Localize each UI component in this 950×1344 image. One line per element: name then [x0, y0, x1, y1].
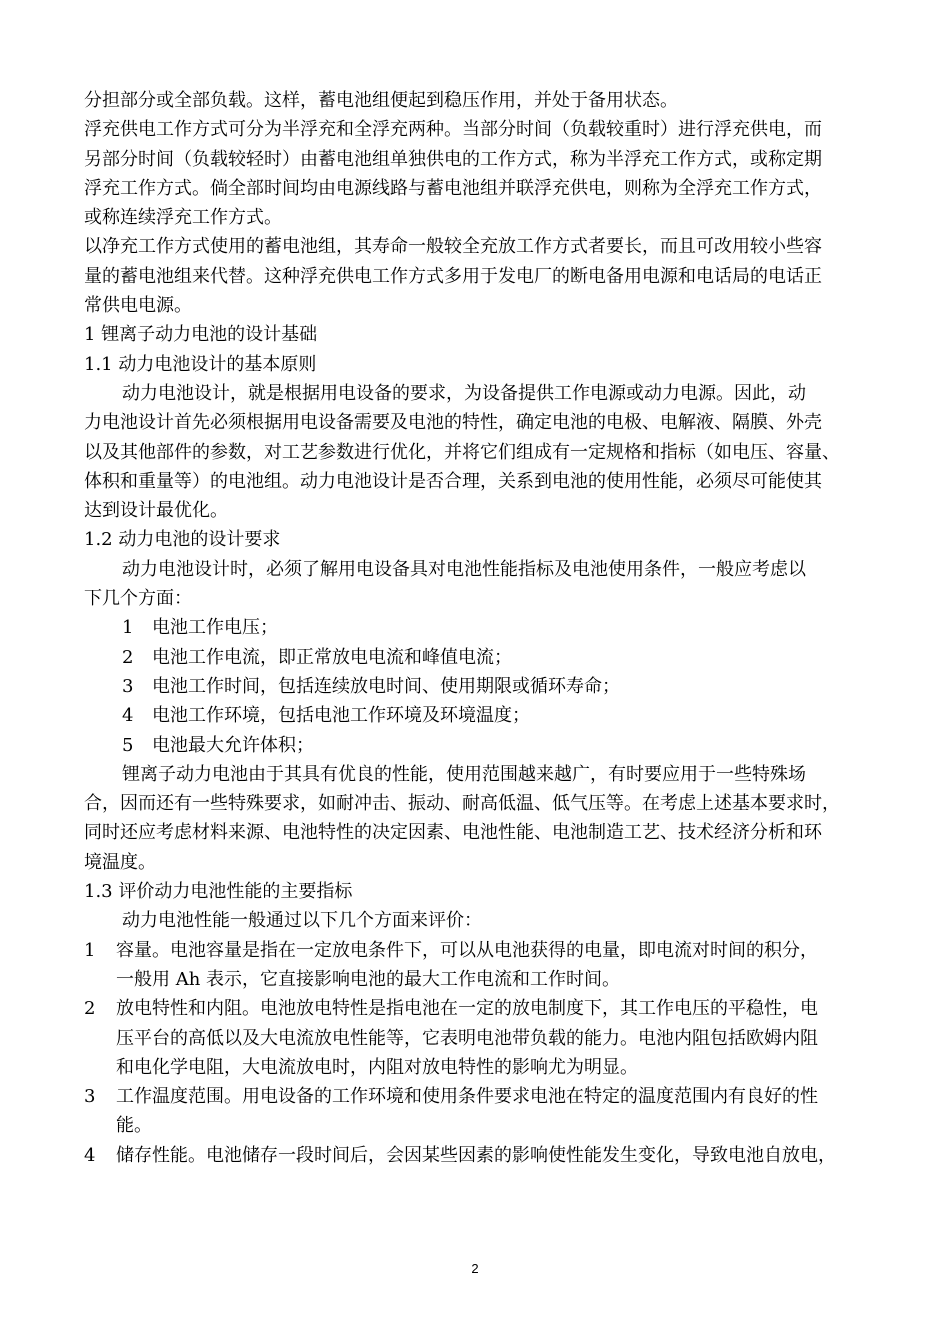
list-item: [84, 731, 874, 760]
metric-text: 容量。电池容量是指在一定放电条件下，可以从电池获得的电量，即电流对时间的积分，: [116, 939, 818, 961]
paragraph-line: 另部分时间（负载较轻时）由蓄电池组单独供电的工作方式，称为半浮充工作方式，或称定期: [84, 148, 822, 170]
subsection-heading: 1.2 动力电池的设计要求: [84, 529, 281, 551]
metric-continuation: 能。: [116, 1115, 152, 1137]
metric-continuation: 压平台的高低以及大电流放电性能等，它表明电池带负载的能力。电池内阻包括欧姆内阻: [116, 1027, 818, 1049]
list-item: [84, 672, 874, 701]
paragraph-line: 动力电池性能一般通过以下几个方面来评价：: [122, 910, 482, 932]
paragraph-line: 下几个方面：: [84, 588, 192, 610]
list-number: 2: [122, 646, 134, 668]
list-item: [84, 643, 874, 672]
subsection-heading: 1.3 评价动力电池性能的主要指标: [84, 881, 353, 903]
list-text: 电池工作时间，包括连续放电时间、使用期限或循环寿命；: [152, 675, 620, 697]
list-text: 电池工作电流，即正常放电电流和峰值电流；: [152, 646, 512, 668]
subsection-heading: 1.1 动力电池设计的基本原则: [84, 353, 317, 375]
metric-continuation: 和电化学电阻，大电流放电时，内阻对放电特性的影响尤为明显。: [116, 1056, 638, 1078]
list-number: 3: [122, 675, 134, 697]
paragraph-line: 浮充工作方式。倘全部时间均由电源线路与蓄电池组并联浮充供电，则称为全浮充工作方式，: [84, 177, 822, 199]
paragraph-line: 达到设计最优化。: [84, 500, 228, 522]
list-number: 4: [122, 705, 134, 727]
paragraph-line: 常供电电源。: [84, 295, 192, 317]
list-item: [84, 613, 874, 642]
metric-text: 储存性能。电池储存一段时间后，会因某些因素的影响使性能发生变化，导致电池自放电，: [116, 1144, 836, 1166]
list-text: 电池工作环境，包括电池工作环境及环境温度；: [152, 705, 530, 727]
paragraph-line: 境温度。: [84, 851, 156, 873]
paragraph-line: 量的蓄电池组来代替。这种浮充供电工作方式多用于发电厂的断电备用电源和电话局的电话正: [84, 265, 822, 287]
metric-item: [84, 936, 874, 965]
metric-item: [84, 994, 874, 1023]
metric-item: [84, 1082, 874, 1111]
metric-number: 2: [84, 998, 96, 1020]
paragraph-line: 动力电池设计，就是根据用电设备的要求，为设备提供工作电源或动力电源。因此，动: [122, 382, 806, 404]
paragraph-line: 体积和重量等）的电池组。动力电池设计是否合理，关系到电池的使用性能，必须尽可能使其: [84, 470, 822, 492]
list-text: 电池最大允许体积；: [152, 734, 314, 756]
paragraph-line: 以净充工作方式使用的蓄电池组，其寿命一般较全充放工作方式者要长，而且可改用较小些容: [84, 236, 822, 258]
metric-number: 1: [84, 939, 96, 961]
metric-item: [84, 1141, 874, 1170]
metric-text: 工作温度范围。用电设备的工作环境和使用条件要求电池在特定的温度范围内有良好的性: [116, 1086, 818, 1108]
page-number: 2: [471, 1261, 479, 1276]
paragraph-line: 锂离子动力电池由于其具有优良的性能，使用范围越来越广，有时要应用于一些特殊场: [122, 763, 806, 785]
list-number: 5: [122, 734, 134, 756]
metric-number: 3: [84, 1086, 96, 1108]
paragraph-line: 以及其他部件的参数，对工艺参数进行优化，并将它们组成有一定规格和指标（如电压、容量、: [84, 441, 840, 463]
paragraph-line: 力电池设计首先必须根据用电设备需要及电池的特性，确定电池的电极、电解液、隔膜、外壳: [84, 412, 822, 434]
paragraph-line: 浮充供电工作方式可分为半浮充和全浮充两种。当部分时间（负载较重时）进行浮充供电，而: [84, 119, 822, 141]
metric-text: 放电特性和内阻。电池放电特性是指电池在一定的放电制度下，其工作电压的平稳性，电: [116, 998, 818, 1020]
metric-continuation: 一般用 Ah 表示，它直接影响电池的最大工作电流和工作时间。: [116, 968, 621, 990]
paragraph-line: 动力电池设计时，必须了解用电设备具对电池性能指标及电池使用条件，一般应考虑以: [122, 558, 806, 580]
paragraph-line: 同时还应考虑材料来源、电池特性的决定因素、电池性能、电池制造工艺、技术经济分析和环: [84, 822, 822, 844]
section-heading: 1 锂离子动力电池的设计基础: [84, 324, 318, 346]
paragraph-line: 分担部分或全部负载。这样，蓄电池组便起到稳压作用，并处于备用状态。: [84, 90, 678, 111]
paragraph-line: 合，因而还有一些特殊要求，如耐冲击、振动、耐高低温、低气压等。在考虑上述基本要求时，: [84, 793, 840, 815]
list-item: [84, 701, 874, 730]
body-text: [84, 86, 874, 1170]
metric-number: 4: [84, 1144, 96, 1166]
list-text: 电池工作电压；: [152, 617, 278, 639]
paragraph-line: 或称连续浮充工作方式。: [84, 207, 282, 229]
list-number: 1: [122, 617, 134, 639]
